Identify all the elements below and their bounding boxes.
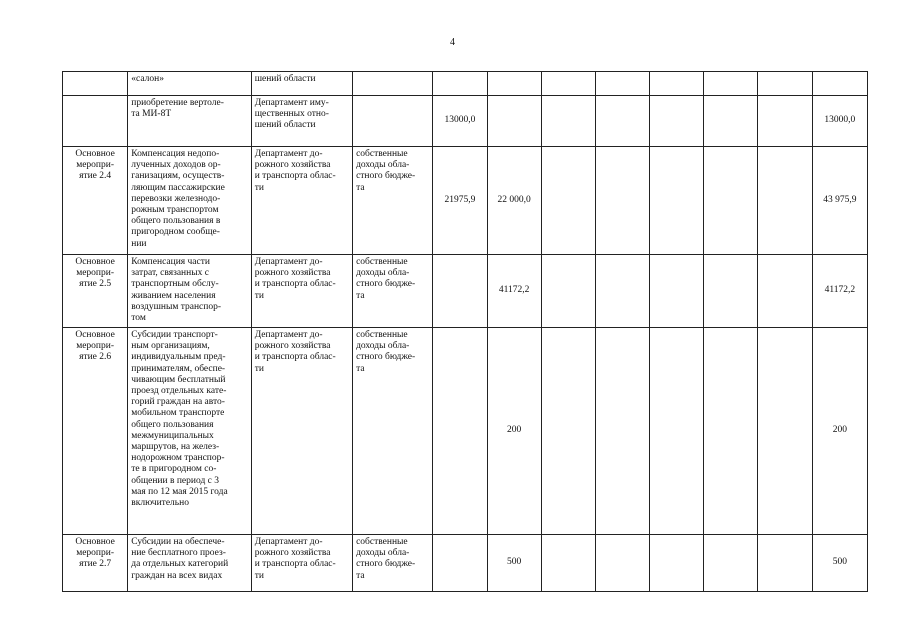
empty-cell [541,72,595,96]
empty-cell [595,96,649,147]
empty-cell [650,147,704,255]
empty-cell [758,72,812,96]
executor-cell: Департамент до- рожного хозяйства и транспорта облас- ти [251,147,352,255]
empty-cell [595,535,649,592]
executor-cell: Департамент иму- щественных отно- шений области [251,96,352,147]
year-value-cell [433,535,487,592]
empty-cell [704,96,758,147]
empty-cell [541,255,595,328]
year-value-cell [433,328,487,535]
executor-cell: Департамент до- рожного хозяйства и транспорта облас- ти [251,328,352,535]
funding-source-cell: собственные доходы обла- стного бюдже- та [353,328,433,535]
table-row [63,255,868,328]
year-value-cell [487,96,541,147]
empty-cell [758,255,812,328]
empty-cell [595,328,649,535]
total-value-cell: 200 [812,328,867,535]
year-value-cell: 500 [487,535,541,592]
funding-source-cell: собственные доходы обла- стного бюдже- та [353,147,433,255]
empty-cell [650,72,704,96]
empty-cell [650,96,704,147]
year-value-cell: 41172,2 [487,255,541,328]
empty-cell [650,328,704,535]
empty-cell [704,147,758,255]
measure-cell: Основное меропри- ятие 2.4 [63,147,128,255]
empty-cell [704,328,758,535]
funding-source-cell [353,72,433,96]
table-row [63,96,868,147]
measure-cell: Основное меропри- ятие 2.5 [63,255,128,328]
measure-name-cell: Компенсация недопо- лученных доходов ор- ганизациям, осуществ- ляющим пассажирские перевозки железнодо- рожным транспортом общего пользования в пригородном сообще- нии [128,147,251,255]
executor-cell: шений области [251,72,352,96]
empty-cell [758,328,812,535]
measure-cell: Основное меропри- ятие 2.6 [63,328,128,535]
year-value-cell [487,72,541,96]
table-row [63,535,868,592]
measure-name-cell: Компенсация части затрат, связанных с транспортным обслу- живанием населения воздушным транспор- том [128,255,251,328]
measure-name-cell: приобретение вертоле- та МИ-8Т [128,96,251,147]
empty-cell [541,328,595,535]
empty-cell [758,535,812,592]
executor-cell: Департамент до- рожного хозяйства и транспорта облас- ти [251,255,352,328]
funding-source-cell [353,96,433,147]
table-row [63,72,868,96]
empty-cell [704,255,758,328]
total-value-cell: 13000,0 [812,96,867,147]
empty-cell [650,535,704,592]
measure-name-cell: «салон» [128,72,251,96]
empty-cell [758,96,812,147]
measure-name-cell: Субсидии на обеспече- ние бесплатного проез- да отдельных категорий граждан на всех видах [128,535,251,592]
table-row [63,147,868,255]
year-value-cell: 13000,0 [433,96,487,147]
measure-cell: Основное меропри- ятие 2.7 [63,535,128,592]
program-measures-table [62,71,868,592]
page-number: 4 [450,37,455,48]
year-value-cell [433,72,487,96]
total-value-cell [812,72,867,96]
empty-cell [704,535,758,592]
year-value-cell: 200 [487,328,541,535]
measure-name-cell: Субсидии транспорт- ным организациям, индивидуальным пред- принимателям, обеспе- чивающим бесплатный проезд отдельных кате- горий граждан на авто- мобильном транспорте общего пользования межмуниципальных маршрутов, на желез- нодорожном транспор- те в пригородном со- общении в период с 3 мая по 12 мая 2015 года включительно [128,328,251,535]
measure-cell [63,72,128,96]
funding-source-cell: собственные доходы обла- стного бюдже- та [353,255,433,328]
measure-cell [63,96,128,147]
funding-source-cell: собственные доходы обла- стного бюдже- та [353,535,433,592]
empty-cell [595,147,649,255]
year-value-cell: 22 000,0 [487,147,541,255]
empty-cell [704,72,758,96]
empty-cell [541,96,595,147]
total-value-cell: 43 975,9 [812,147,867,255]
table-row [63,328,868,535]
empty-cell [595,72,649,96]
empty-cell [758,147,812,255]
total-value-cell: 41172,2 [812,255,867,328]
total-value-cell: 500 [812,535,867,592]
executor-cell: Департамент до- рожного хозяйства и транспорта облас- ти [251,535,352,592]
year-value-cell: 21975,9 [433,147,487,255]
year-value-cell [433,255,487,328]
empty-cell [541,147,595,255]
empty-cell [541,535,595,592]
empty-cell [650,255,704,328]
empty-cell [595,255,649,328]
